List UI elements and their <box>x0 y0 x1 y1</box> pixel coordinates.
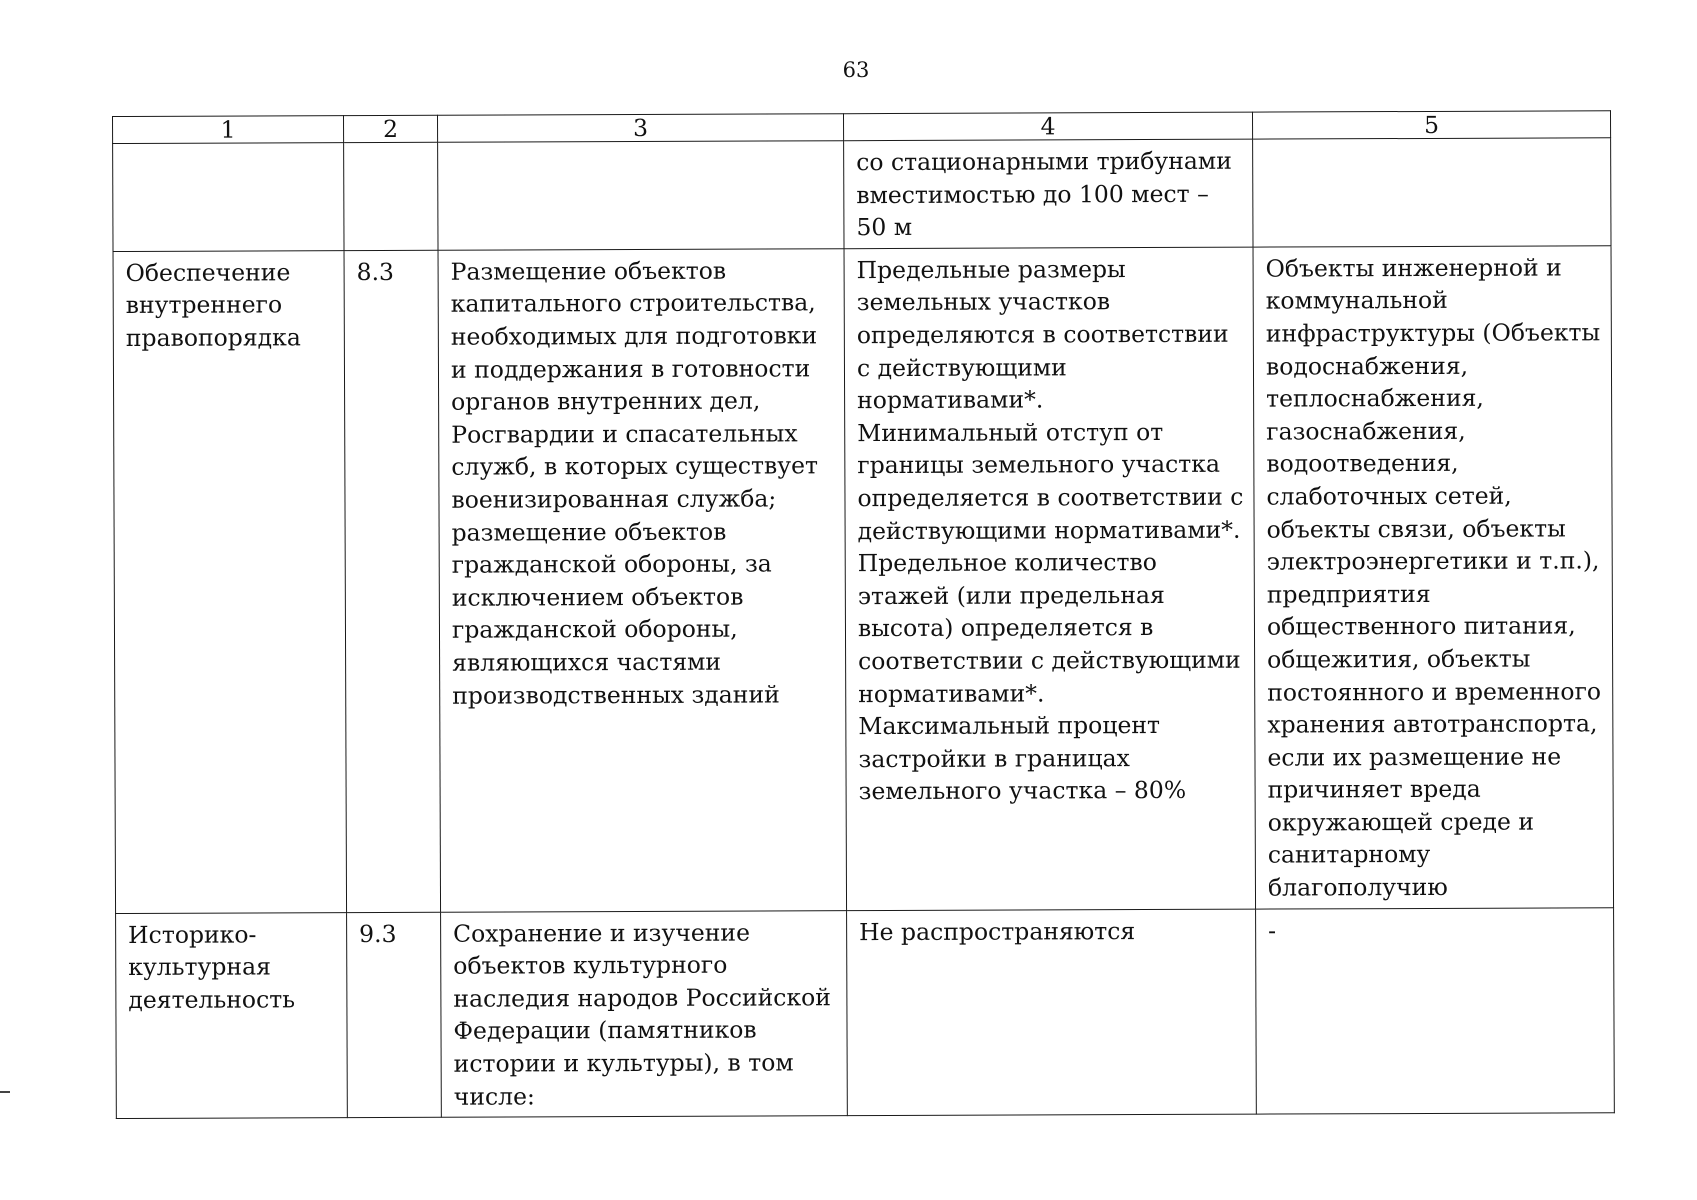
table-cell <box>1253 246 1614 909</box>
table-cell <box>844 247 1256 910</box>
column-header-1: 1 <box>113 116 344 144</box>
auxiliary-uses: Объекты инженерной и коммунальной инфраструктуры (Объекты водоснабжения, теплоснабжения, газоснабжения, водоотведения, слаботочных сетей, объекты связи, объекты электроэнергетики и т.п.), предприятия общественного питания, общежития, объекты постоянного и временного хранения автотранспорта, если их размещение не причиняет вреда окружающей среде и санитарному благополучию <box>1265 253 1602 902</box>
regulations-table <box>112 110 1615 1119</box>
land-use-code: 8.3 <box>356 257 395 286</box>
land-use-parameters: Не распространяются <box>859 916 1136 946</box>
scan-artifact <box>0 1091 10 1093</box>
table-cell <box>116 912 348 1118</box>
column-header-4: 4 <box>843 112 1252 141</box>
column-header-3: 3 <box>437 114 843 143</box>
land-use-code: 9.3 <box>359 919 397 948</box>
table-cell <box>1253 138 1611 247</box>
table-cell <box>441 910 848 1117</box>
land-use-description: Размещение объектов капитального строительства, необходимых для подготовки и поддержания в готовности органов внутренних дел, Росгвардии и спасательных служб, в которых существует военизированная служба; размещение объектов гражданской обороны, за исключением объектов гражданской обороны, являющихся частями производственных зданий <box>450 256 819 710</box>
column-header-5: 5 <box>1252 111 1610 139</box>
table-cell <box>344 142 438 250</box>
cell-text: со стационарными трибунами вместимостью до 100 мест – 50 м <box>856 146 1232 242</box>
table-cell <box>1256 907 1615 1114</box>
land-use-name: Историко-культурная деятельность <box>128 920 296 1014</box>
cell-text <box>1265 143 1600 144</box>
cell-text <box>450 146 833 147</box>
column-header-2: 2 <box>344 115 438 142</box>
cell-text <box>125 148 333 149</box>
table-cell <box>113 250 347 913</box>
auxiliary-uses: - <box>1268 916 1277 945</box>
table-cell <box>347 912 442 1118</box>
table-cell <box>438 248 847 911</box>
land-use-description: Сохранение и изучение объектов культурного наследия народов Российской Федерации (памятников истории и культуры), в том числе: <box>453 918 832 1111</box>
table-cell <box>844 139 1253 248</box>
table-row <box>113 246 1614 914</box>
land-use-parameters: Предельные размеры земельных участков определяются в соответствии с действующими нормативами*. Минимальный отступ от границы земельного участка определяется в соответствии с действующими нормативами*. Предельное количество этажей (или предельная высота) определяется в соответствии с действующими нормативами*. Максимальный процент застройки в границах земельного участка – 80% <box>856 254 1244 806</box>
table-cell <box>113 143 344 252</box>
page-number: 63 <box>842 58 870 82</box>
table-cell <box>847 909 1257 1116</box>
land-use-name: Обеспечение внутреннего правопорядка <box>125 258 301 352</box>
table-cell <box>438 141 844 250</box>
table-cell <box>344 250 441 912</box>
table-row <box>113 138 1611 252</box>
table-row <box>116 907 1615 1118</box>
